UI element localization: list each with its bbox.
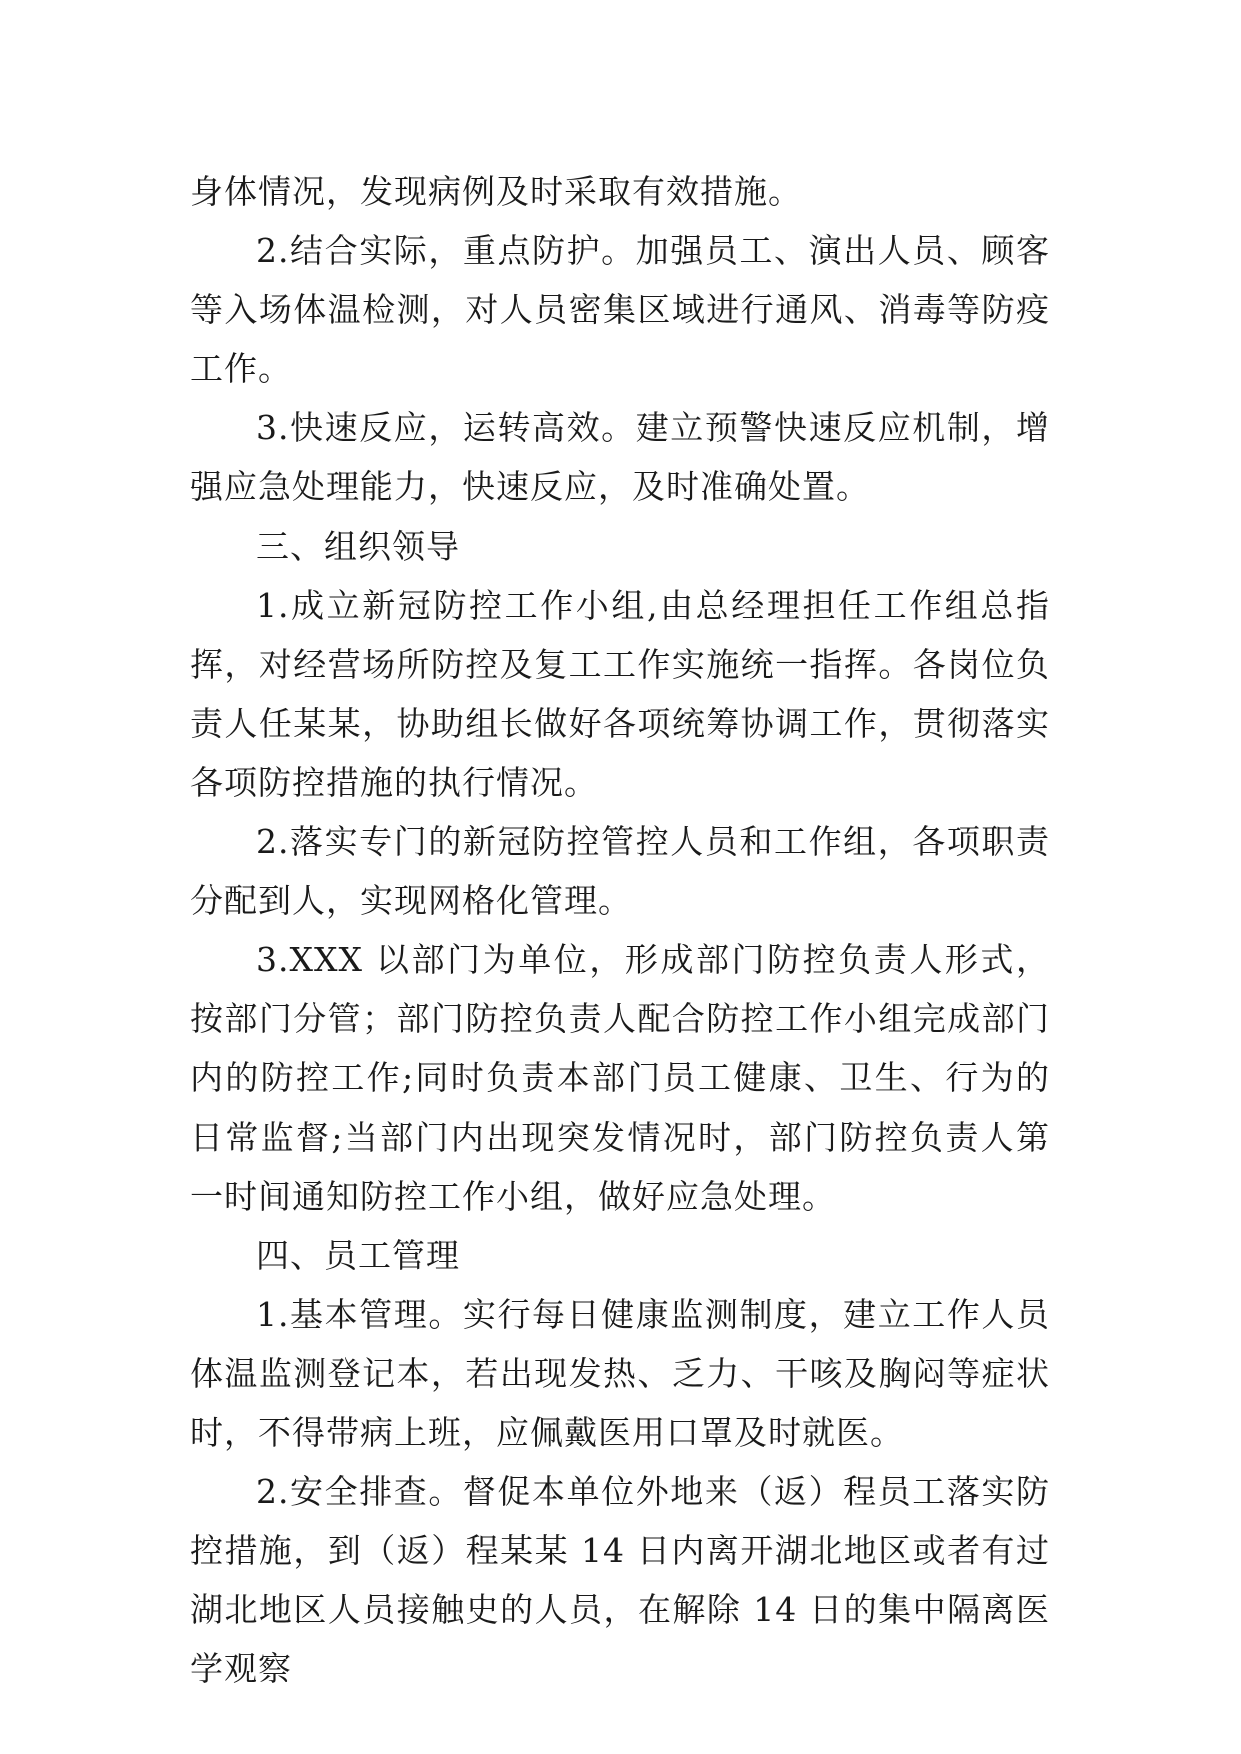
paragraph-7: 3.XXX 以部门为单位，形成部门防控负责人形式，按部门分管；部门防控负责人配合防控工作小组完成部门内的防控工作;同时负责本部门员工健康、卫生、行为的日常监督;当部门内出现突发情况时，部门防控负责人第一时间通知防控工作小组，做好应急处理。 bbox=[190, 940, 1050, 1216]
section-heading-staff: 四、员工管理 bbox=[256, 1235, 460, 1275]
document-body bbox=[190, 162, 1050, 1698]
paragraph-5: 1.成立新冠防控工作小组,由总经理担任工作组总指挥，对经营场所防控及复工工作实施统一指挥。各岗位负责人任某某，协助组长做好各项统筹协调工作，贯彻落实各项防控措施的执行情况。 bbox=[190, 585, 1050, 802]
paragraph-9: 1.基本管理。实行每日健康监测制度，建立工作人员体温监测登记本，若出现发热、乏力、干咳及胸闷等症状时，不得带病上班，应佩戴医用口罩及时就医。 bbox=[190, 1294, 1050, 1452]
paragraph-3: 3.快速反应，运转高效。建立预警快速反应机制，增强应急处理能力，快速反应，及时准确处置。 bbox=[190, 408, 1050, 507]
paragraph-10: 2.安全排查。督促本单位外地来（返）程员工落实防控措施，到（返）程某某 14 日内离开湖北地区或者有过湖北地区人员接触史的人员，在解除 14 日的集中隔离医学观察 bbox=[190, 1472, 1050, 1689]
paragraph-6: 2.落实专门的新冠防控管控人员和工作组，各项职责分配到人，实现网格化管理。 bbox=[190, 822, 1050, 921]
section-heading-organization: 三、组织领导 bbox=[256, 526, 460, 566]
paragraph-1: 身体情况，发现病例及时采取有效措施。 bbox=[190, 172, 802, 211]
paragraph-2: 2.结合实际，重点防护。加强员工、演出人员、顾客等入场体温检测，对人员密集区域进行通风、消毒等防疫工作。 bbox=[190, 231, 1050, 389]
